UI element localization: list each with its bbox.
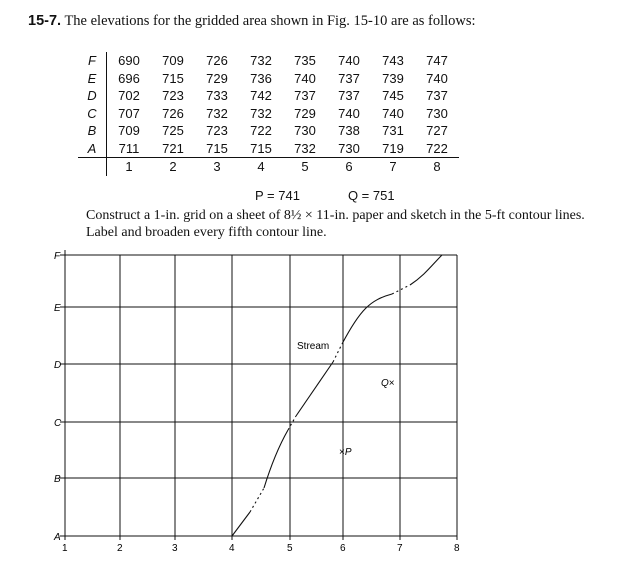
column-label: 5 (301, 159, 309, 175)
cell: 702 (118, 88, 140, 104)
cell: 737 (338, 70, 360, 86)
cell: 709 (162, 53, 184, 69)
cell: 721 (151, 140, 195, 158)
cell: 738 (338, 123, 360, 139)
cell: 737 (294, 88, 316, 104)
stream-label: Stream (297, 341, 330, 352)
cell: 726 (162, 105, 184, 121)
cell: 723 (162, 88, 184, 104)
row-label: D (78, 87, 107, 105)
q-elevation: Q = 751 (347, 188, 395, 203)
cell: 690 (118, 53, 140, 69)
column-label: 6 (345, 159, 353, 175)
column-label: 3 (213, 159, 221, 175)
row-label: F (78, 52, 107, 70)
cell: 729 (294, 105, 316, 121)
row-label: B (78, 122, 107, 140)
row-label: B (54, 474, 61, 485)
row-label: A (54, 532, 61, 543)
cell: 719 (371, 140, 415, 158)
row-label: A (78, 140, 107, 158)
cell: 731 (382, 123, 404, 139)
cell: 735 (294, 53, 316, 69)
cell: 707 (118, 105, 140, 121)
row-label: C (78, 105, 107, 123)
row-label: D (54, 360, 62, 371)
col-label: 5 (287, 543, 293, 554)
col-label: 1 (62, 543, 68, 554)
cell: 732 (250, 53, 272, 69)
problem-text: The elevations for the gridded area shown in Fig. 15-10 are as follows: (64, 13, 476, 29)
cell: 737 (426, 88, 448, 104)
column-label: 7 (389, 159, 397, 175)
cell: 737 (338, 88, 360, 104)
col-label: 2 (117, 543, 123, 554)
col-label: 8 (454, 543, 460, 554)
cell: 742 (250, 88, 272, 104)
column-label: 2 (169, 159, 177, 175)
col-label: 6 (340, 543, 346, 554)
cell: 745 (382, 88, 404, 104)
cell: 730 (294, 123, 316, 139)
cell: 723 (206, 123, 228, 139)
problem-number: 15-7. (28, 13, 62, 29)
col-label: 3 (172, 543, 178, 554)
cell: 726 (206, 53, 228, 69)
column-label: 8 (433, 159, 441, 175)
point-q-marker: Q× (381, 378, 395, 389)
cell: 732 (250, 105, 272, 121)
row-label: E (78, 70, 107, 88)
cell: 736 (250, 70, 272, 86)
column-label: 4 (257, 159, 265, 175)
row-label: E (54, 303, 61, 314)
cell: 725 (162, 123, 184, 139)
cell: 722 (250, 123, 272, 139)
instructions: Construct a 1-in. grid on a sheet of 8½ × 11-in. paper and sketch in the 5-ft contour lines. Label and broaden every fifth contour line. (86, 208, 585, 240)
cell: 743 (382, 53, 404, 69)
cell: 739 (382, 70, 404, 86)
cell: 715 (162, 70, 184, 86)
cell: 732 (206, 105, 228, 121)
cell: 696 (118, 70, 140, 86)
cell: 740 (426, 70, 448, 86)
cell: 740 (382, 105, 404, 121)
cell: 740 (294, 70, 316, 86)
cell: 709 (118, 123, 140, 139)
p-elevation: P = 741 (255, 188, 300, 203)
cell: 715 (195, 140, 239, 158)
cell: 732 (283, 140, 327, 158)
cell: 740 (338, 105, 360, 121)
row-label: C (54, 418, 62, 429)
cell: 740 (338, 53, 360, 69)
cell: 747 (426, 53, 448, 69)
cell: 730 (327, 140, 371, 158)
cell: 729 (206, 70, 228, 86)
stream-line (232, 255, 442, 536)
point-p-marker: ×P (339, 447, 352, 458)
column-label: 1 (125, 159, 133, 175)
cell: 711 (107, 140, 152, 158)
cell: 722 (415, 140, 459, 158)
cell: 733 (206, 88, 228, 104)
col-label: 4 (229, 543, 235, 554)
col-label: 7 (397, 543, 403, 554)
cell: 727 (426, 123, 448, 139)
cell: 730 (426, 105, 448, 121)
cell: 715 (239, 140, 283, 158)
row-label: F (54, 251, 61, 262)
